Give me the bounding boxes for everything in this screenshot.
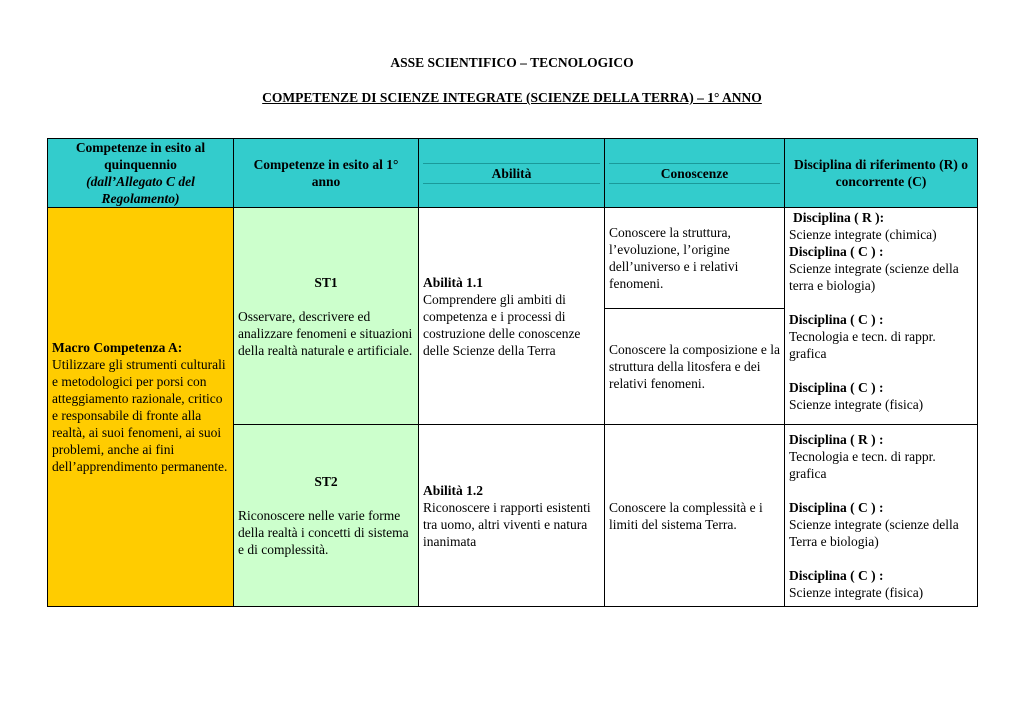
conoscenza-text: Conoscere la complessità e i limiti del sistema Terra. bbox=[609, 499, 763, 532]
header-label: Conoscenze bbox=[609, 163, 780, 184]
conoscenza-cell bbox=[605, 208, 785, 309]
disciplina-value: Tecnologia e tecn. di rappr. grafica bbox=[789, 449, 936, 481]
header-col-abilita bbox=[419, 139, 605, 208]
header-note: (dall’Allegato C del Regolamento) bbox=[86, 174, 195, 206]
conoscenza-text: Conoscere la composizione e la struttura della litosfera e dei relativi fenomeni. bbox=[609, 342, 780, 391]
disciplina-label: Disciplina ( C ) : bbox=[789, 568, 884, 583]
disciplina-label: Disciplina ( R ) : bbox=[789, 432, 884, 447]
header-col-quinquennio bbox=[48, 139, 234, 208]
disciplina-label: Disciplina ( C ) : bbox=[789, 380, 884, 395]
disciplina-value: Tecnologia e tecn. di rappr. grafica bbox=[789, 329, 936, 361]
document-title: ASSE SCIENTIFICO – TECNOLOGICO bbox=[390, 55, 634, 70]
abilita-text: Comprendere gli ambiti di competenza e i processi di costruzione delle conoscenze delle Scienze della Terra bbox=[423, 291, 581, 358]
disciplina-label: Disciplina ( C ) : bbox=[789, 500, 884, 515]
competence-table bbox=[47, 138, 978, 607]
abilita-1-2-cell bbox=[419, 425, 605, 607]
header-label: Abilità bbox=[423, 163, 600, 184]
table-row bbox=[48, 208, 978, 309]
conoscenza-cell bbox=[605, 425, 785, 607]
disciplina-label: Disciplina ( R ): bbox=[793, 210, 885, 225]
disciplina-st2-cell bbox=[785, 425, 978, 607]
header-col-disciplina bbox=[785, 139, 978, 208]
competenza-code: ST2 bbox=[314, 474, 338, 489]
disciplina-value: Scienze integrate (fisica) bbox=[789, 397, 924, 412]
abilita-1-1-cell bbox=[419, 208, 605, 425]
competenza-st1-cell bbox=[234, 208, 419, 425]
disciplina-label: Disciplina ( C ) : bbox=[789, 244, 884, 259]
competenza-text: Riconoscere nelle varie forme della realtà i concetti di sistema e di complessità. bbox=[238, 508, 409, 557]
macro-competenza-cell bbox=[48, 208, 234, 607]
disciplina-label: Disciplina ( C ) : bbox=[789, 312, 884, 327]
macro-competenza-title: Macro Competenza A: bbox=[52, 340, 183, 355]
competenza-st2-cell bbox=[234, 425, 419, 607]
abilita-title: Abilità 1.1 bbox=[423, 274, 484, 290]
header-label: Competenze in esito al 1° anno bbox=[253, 157, 399, 189]
disciplina-value: Scienze integrate (fisica) bbox=[789, 585, 924, 600]
abilita-text: Riconoscere i rapporti esistenti tra uomo, altri viventi e natura inanimata bbox=[423, 499, 591, 549]
header-col-conoscenze bbox=[605, 139, 785, 208]
header-label: Disciplina di riferimento (R) o concorrente (C) bbox=[794, 157, 968, 189]
table-header-row bbox=[48, 139, 978, 208]
competenza-code: ST1 bbox=[314, 274, 338, 290]
abilita-title: Abilità 1.2 bbox=[423, 482, 484, 498]
disciplina-value: Scienze integrate (scienze della terra e biologia) bbox=[789, 261, 959, 293]
disciplina-value: Scienze integrate (chimica) bbox=[789, 227, 937, 242]
document-subtitle: COMPETENZE DI SCIENZE INTEGRATE (SCIENZE DELLA TERRA) – 1° ANNO bbox=[262, 90, 762, 105]
disciplina-value: Scienze integrate (scienze della Terra e biologia) bbox=[789, 517, 959, 549]
header-col-primo-anno bbox=[234, 139, 419, 208]
conoscenza-cell bbox=[605, 309, 785, 425]
header-label: Competenze in esito al quinquennio bbox=[75, 140, 206, 172]
disciplina-st1-cell bbox=[785, 208, 978, 425]
macro-competenza-text: Utilizzare gli strumenti culturali e metodologici per porsi con atteggiamento razionale, critico e responsabile di fronte alla realtà, ai suoi fenomeni, ai suoi problemi, anche ai fini dell’apprendimento permanente. bbox=[52, 357, 228, 474]
competenza-text: Osservare, descrivere ed analizzare fenomeni e situazioni della realtà naturale e artificiale. bbox=[238, 308, 413, 358]
conoscenza-text: Conoscere la struttura, l’evoluzione, l’origine dell’universo e i relativi fenomeni. bbox=[609, 225, 739, 291]
